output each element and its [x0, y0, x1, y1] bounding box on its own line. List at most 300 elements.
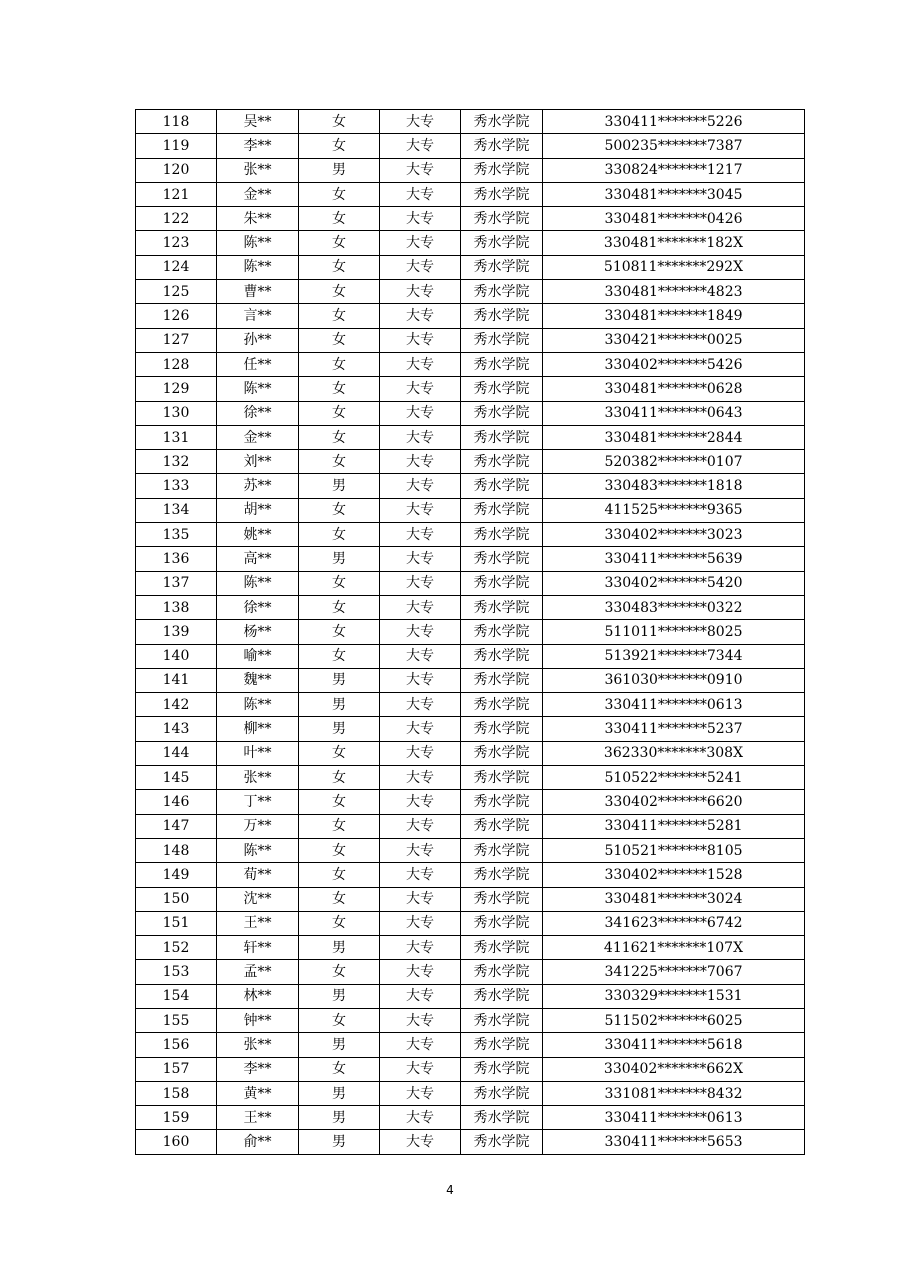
gender-cell: 女	[299, 280, 380, 304]
gender-cell: 女	[299, 450, 380, 474]
education-cell: 大专	[380, 182, 461, 206]
table-row	[136, 1057, 805, 1081]
id-number-cell: 330329*******1531	[543, 984, 805, 1008]
school-cell: 秀水学院	[461, 1033, 543, 1057]
school-cell: 秀水学院	[461, 1130, 543, 1154]
education-cell: 大专	[380, 231, 461, 255]
school-cell: 秀水学院	[461, 547, 543, 571]
id-number-cell: 510811*******292X	[543, 255, 805, 279]
gender-cell: 女	[299, 377, 380, 401]
education-cell: 大专	[380, 644, 461, 668]
education-cell: 大专	[380, 1008, 461, 1032]
gender-cell: 女	[299, 644, 380, 668]
school-cell: 秀水学院	[461, 304, 543, 328]
gender-cell: 女	[299, 1057, 380, 1081]
gender-cell: 女	[299, 401, 380, 425]
name-cell: 陈**	[217, 377, 299, 401]
school-cell: 秀水学院	[461, 231, 543, 255]
serial-number-cell: 140	[136, 644, 217, 668]
serial-number-cell: 149	[136, 863, 217, 887]
education-cell: 大专	[380, 1057, 461, 1081]
name-cell: 言**	[217, 304, 299, 328]
gender-cell: 女	[299, 255, 380, 279]
table-row	[136, 960, 805, 984]
education-cell: 大专	[380, 887, 461, 911]
table-row	[136, 280, 805, 304]
school-cell: 秀水学院	[461, 571, 543, 595]
school-cell: 秀水学院	[461, 984, 543, 1008]
table-row	[136, 838, 805, 862]
id-number-cell: 330402*******3023	[543, 523, 805, 547]
gender-cell: 女	[299, 523, 380, 547]
name-cell: 王**	[217, 911, 299, 935]
table-row	[136, 231, 805, 255]
id-number-cell: 330481*******0628	[543, 377, 805, 401]
school-cell: 秀水学院	[461, 110, 543, 134]
table-row	[136, 352, 805, 376]
gender-cell: 女	[299, 571, 380, 595]
school-cell: 秀水学院	[461, 741, 543, 765]
id-number-cell: 361030*******0910	[543, 668, 805, 692]
school-cell: 秀水学院	[461, 766, 543, 790]
education-cell: 大专	[380, 693, 461, 717]
table-row	[136, 328, 805, 352]
table-row	[136, 644, 805, 668]
education-cell: 大专	[380, 207, 461, 231]
education-cell: 大专	[380, 328, 461, 352]
id-number-cell: 500235*******7387	[543, 134, 805, 158]
name-cell: 黄**	[217, 1081, 299, 1105]
serial-number-cell: 123	[136, 231, 217, 255]
school-cell: 秀水学院	[461, 960, 543, 984]
gender-cell: 女	[299, 207, 380, 231]
name-cell: 陈**	[217, 571, 299, 595]
education-cell: 大专	[380, 814, 461, 838]
id-number-cell: 330481*******3045	[543, 182, 805, 206]
school-cell: 秀水学院	[461, 790, 543, 814]
id-number-cell: 330402*******6620	[543, 790, 805, 814]
gender-cell: 男	[299, 1081, 380, 1105]
school-cell: 秀水学院	[461, 425, 543, 449]
name-cell: 任**	[217, 352, 299, 376]
gender-cell: 女	[299, 741, 380, 765]
name-cell: 张**	[217, 1033, 299, 1057]
id-number-cell: 341225*******7067	[543, 960, 805, 984]
name-cell: 胡**	[217, 498, 299, 522]
id-number-cell: 330481*******2844	[543, 425, 805, 449]
name-cell: 魏**	[217, 668, 299, 692]
name-cell: 李**	[217, 134, 299, 158]
serial-number-cell: 134	[136, 498, 217, 522]
serial-number-cell: 124	[136, 255, 217, 279]
education-cell: 大专	[380, 984, 461, 1008]
name-cell: 叶**	[217, 741, 299, 765]
id-number-cell: 510521*******8105	[543, 838, 805, 862]
id-number-cell: 411621*******107X	[543, 936, 805, 960]
gender-cell: 男	[299, 547, 380, 571]
school-cell: 秀水学院	[461, 134, 543, 158]
gender-cell: 女	[299, 231, 380, 255]
school-cell: 秀水学院	[461, 717, 543, 741]
gender-cell: 女	[299, 134, 380, 158]
education-cell: 大专	[380, 766, 461, 790]
name-cell: 朱**	[217, 207, 299, 231]
id-number-cell: 330481*******1849	[543, 304, 805, 328]
school-cell: 秀水学院	[461, 450, 543, 474]
table-row	[136, 1008, 805, 1032]
serial-number-cell: 160	[136, 1130, 217, 1154]
education-cell: 大专	[380, 134, 461, 158]
education-cell: 大专	[380, 547, 461, 571]
table-row	[136, 207, 805, 231]
serial-number-cell: 136	[136, 547, 217, 571]
education-cell: 大专	[380, 352, 461, 376]
serial-number-cell: 151	[136, 911, 217, 935]
name-cell: 李**	[217, 1057, 299, 1081]
id-number-cell: 341623*******6742	[543, 911, 805, 935]
name-cell: 张**	[217, 158, 299, 182]
id-number-cell: 330824*******1217	[543, 158, 805, 182]
name-cell: 徐**	[217, 595, 299, 619]
serial-number-cell: 130	[136, 401, 217, 425]
id-number-cell: 362330*******308X	[543, 741, 805, 765]
serial-number-cell: 156	[136, 1033, 217, 1057]
education-cell: 大专	[380, 960, 461, 984]
gender-cell: 女	[299, 1008, 380, 1032]
school-cell: 秀水学院	[461, 498, 543, 522]
school-cell: 秀水学院	[461, 693, 543, 717]
name-cell: 金**	[217, 182, 299, 206]
table-row	[136, 911, 805, 935]
serial-number-cell: 155	[136, 1008, 217, 1032]
gender-cell: 女	[299, 304, 380, 328]
education-cell: 大专	[380, 863, 461, 887]
name-cell: 万**	[217, 814, 299, 838]
school-cell: 秀水学院	[461, 887, 543, 911]
education-cell: 大专	[380, 401, 461, 425]
name-cell: 金**	[217, 425, 299, 449]
serial-number-cell: 141	[136, 668, 217, 692]
name-cell: 苏**	[217, 474, 299, 498]
serial-number-cell: 150	[136, 887, 217, 911]
table-row	[136, 984, 805, 1008]
serial-number-cell: 144	[136, 741, 217, 765]
table-row	[136, 717, 805, 741]
table-row	[136, 668, 805, 692]
table-row	[136, 110, 805, 134]
serial-number-cell: 157	[136, 1057, 217, 1081]
education-cell: 大专	[380, 255, 461, 279]
name-cell: 柳**	[217, 717, 299, 741]
table-row	[136, 401, 805, 425]
serial-number-cell: 152	[136, 936, 217, 960]
serial-number-cell: 132	[136, 450, 217, 474]
gender-cell: 女	[299, 887, 380, 911]
name-cell: 高**	[217, 547, 299, 571]
table-row	[136, 523, 805, 547]
roster-table-body	[136, 110, 805, 1155]
id-number-cell: 330411*******5618	[543, 1033, 805, 1057]
school-cell: 秀水学院	[461, 620, 543, 644]
id-number-cell: 330402*******5426	[543, 352, 805, 376]
serial-number-cell: 158	[136, 1081, 217, 1105]
education-cell: 大专	[380, 595, 461, 619]
school-cell: 秀水学院	[461, 328, 543, 352]
serial-number-cell: 143	[136, 717, 217, 741]
education-cell: 大专	[380, 911, 461, 935]
education-cell: 大专	[380, 1081, 461, 1105]
school-cell: 秀水学院	[461, 280, 543, 304]
table-row	[136, 571, 805, 595]
gender-cell: 女	[299, 620, 380, 644]
name-cell: 孟**	[217, 960, 299, 984]
education-cell: 大专	[380, 1106, 461, 1130]
school-cell: 秀水学院	[461, 352, 543, 376]
table-row	[136, 595, 805, 619]
name-cell: 陈**	[217, 838, 299, 862]
id-number-cell: 330481*******0426	[543, 207, 805, 231]
education-cell: 大专	[380, 377, 461, 401]
name-cell: 姚**	[217, 523, 299, 547]
table-row	[136, 766, 805, 790]
school-cell: 秀水学院	[461, 377, 543, 401]
id-number-cell: 330481*******3024	[543, 887, 805, 911]
school-cell: 秀水学院	[461, 474, 543, 498]
id-number-cell: 330411*******5281	[543, 814, 805, 838]
school-cell: 秀水学院	[461, 158, 543, 182]
gender-cell: 女	[299, 790, 380, 814]
school-cell: 秀水学院	[461, 863, 543, 887]
education-cell: 大专	[380, 620, 461, 644]
education-cell: 大专	[380, 1130, 461, 1154]
name-cell: 曹**	[217, 280, 299, 304]
education-cell: 大专	[380, 474, 461, 498]
gender-cell: 女	[299, 814, 380, 838]
school-cell: 秀水学院	[461, 595, 543, 619]
serial-number-cell: 138	[136, 595, 217, 619]
name-cell: 陈**	[217, 231, 299, 255]
roster-table	[135, 109, 805, 1155]
serial-number-cell: 153	[136, 960, 217, 984]
id-number-cell: 330483*******1818	[543, 474, 805, 498]
table-row	[136, 182, 805, 206]
table-row	[136, 450, 805, 474]
id-number-cell: 330411*******0613	[543, 1106, 805, 1130]
education-cell: 大专	[380, 158, 461, 182]
gender-cell: 女	[299, 110, 380, 134]
serial-number-cell: 121	[136, 182, 217, 206]
table-row	[136, 814, 805, 838]
gender-cell: 男	[299, 668, 380, 692]
gender-cell: 女	[299, 766, 380, 790]
gender-cell: 女	[299, 182, 380, 206]
table-row	[136, 425, 805, 449]
serial-number-cell: 133	[136, 474, 217, 498]
education-cell: 大专	[380, 425, 461, 449]
serial-number-cell: 118	[136, 110, 217, 134]
gender-cell: 女	[299, 352, 380, 376]
education-cell: 大专	[380, 741, 461, 765]
education-cell: 大专	[380, 1033, 461, 1057]
serial-number-cell: 135	[136, 523, 217, 547]
school-cell: 秀水学院	[461, 668, 543, 692]
serial-number-cell: 142	[136, 693, 217, 717]
serial-number-cell: 147	[136, 814, 217, 838]
name-cell: 张**	[217, 766, 299, 790]
id-number-cell: 330411*******0643	[543, 401, 805, 425]
serial-number-cell: 126	[136, 304, 217, 328]
table-row	[136, 134, 805, 158]
table-row	[136, 547, 805, 571]
table-row	[136, 1130, 805, 1154]
gender-cell: 男	[299, 693, 380, 717]
school-cell: 秀水学院	[461, 911, 543, 935]
id-number-cell: 510522*******5241	[543, 766, 805, 790]
serial-number-cell: 129	[136, 377, 217, 401]
table-row	[136, 936, 805, 960]
education-cell: 大专	[380, 304, 461, 328]
education-cell: 大专	[380, 668, 461, 692]
education-cell: 大专	[380, 717, 461, 741]
serial-number-cell: 145	[136, 766, 217, 790]
id-number-cell: 330402*******662X	[543, 1057, 805, 1081]
education-cell: 大专	[380, 838, 461, 862]
school-cell: 秀水学院	[461, 1106, 543, 1130]
school-cell: 秀水学院	[461, 207, 543, 231]
gender-cell: 男	[299, 1106, 380, 1130]
serial-number-cell: 122	[136, 207, 217, 231]
gender-cell: 男	[299, 474, 380, 498]
id-number-cell: 330411*******5237	[543, 717, 805, 741]
id-number-cell: 330402*******1528	[543, 863, 805, 887]
education-cell: 大专	[380, 450, 461, 474]
name-cell: 喻**	[217, 644, 299, 668]
serial-number-cell: 119	[136, 134, 217, 158]
education-cell: 大专	[380, 523, 461, 547]
school-cell: 秀水学院	[461, 838, 543, 862]
serial-number-cell: 154	[136, 984, 217, 1008]
table-row	[136, 693, 805, 717]
gender-cell: 男	[299, 984, 380, 1008]
id-number-cell: 330481*******182X	[543, 231, 805, 255]
serial-number-cell: 139	[136, 620, 217, 644]
education-cell: 大专	[380, 571, 461, 595]
school-cell: 秀水学院	[461, 401, 543, 425]
name-cell: 丁**	[217, 790, 299, 814]
table-row	[136, 255, 805, 279]
education-cell: 大专	[380, 790, 461, 814]
school-cell: 秀水学院	[461, 523, 543, 547]
table-row	[136, 1033, 805, 1057]
education-cell: 大专	[380, 110, 461, 134]
gender-cell: 女	[299, 960, 380, 984]
name-cell: 钟**	[217, 1008, 299, 1032]
serial-number-cell: 148	[136, 838, 217, 862]
school-cell: 秀水学院	[461, 182, 543, 206]
id-number-cell: 513921*******7344	[543, 644, 805, 668]
gender-cell: 男	[299, 1130, 380, 1154]
gender-cell: 女	[299, 863, 380, 887]
gender-cell: 女	[299, 328, 380, 352]
serial-number-cell: 125	[136, 280, 217, 304]
table-row	[136, 304, 805, 328]
id-number-cell: 520382*******0107	[543, 450, 805, 474]
school-cell: 秀水学院	[461, 644, 543, 668]
school-cell: 秀水学院	[461, 255, 543, 279]
id-number-cell: 330411*******5639	[543, 547, 805, 571]
table-row	[136, 377, 805, 401]
table-row	[136, 1081, 805, 1105]
name-cell: 荀**	[217, 863, 299, 887]
id-number-cell: 330483*******0322	[543, 595, 805, 619]
serial-number-cell: 137	[136, 571, 217, 595]
id-number-cell: 330411*******5653	[543, 1130, 805, 1154]
table-row	[136, 1106, 805, 1130]
education-cell: 大专	[380, 280, 461, 304]
id-number-cell: 330411*******0613	[543, 693, 805, 717]
gender-cell: 男	[299, 936, 380, 960]
name-cell: 轩**	[217, 936, 299, 960]
id-number-cell: 330481*******4823	[543, 280, 805, 304]
id-number-cell: 330411*******5226	[543, 110, 805, 134]
name-cell: 刘**	[217, 450, 299, 474]
id-number-cell: 330421*******0025	[543, 328, 805, 352]
name-cell: 徐**	[217, 401, 299, 425]
gender-cell: 男	[299, 158, 380, 182]
school-cell: 秀水学院	[461, 936, 543, 960]
school-cell: 秀水学院	[461, 814, 543, 838]
gender-cell: 女	[299, 425, 380, 449]
serial-number-cell: 146	[136, 790, 217, 814]
table-row	[136, 741, 805, 765]
serial-number-cell: 128	[136, 352, 217, 376]
gender-cell: 女	[299, 498, 380, 522]
table-row	[136, 790, 805, 814]
serial-number-cell: 159	[136, 1106, 217, 1130]
name-cell: 沈**	[217, 887, 299, 911]
name-cell: 孙**	[217, 328, 299, 352]
serial-number-cell: 127	[136, 328, 217, 352]
education-cell: 大专	[380, 936, 461, 960]
serial-number-cell: 131	[136, 425, 217, 449]
gender-cell: 男	[299, 1033, 380, 1057]
name-cell: 吴**	[217, 110, 299, 134]
table-row	[136, 863, 805, 887]
school-cell: 秀水学院	[461, 1057, 543, 1081]
name-cell: 杨**	[217, 620, 299, 644]
name-cell: 林**	[217, 984, 299, 1008]
gender-cell: 女	[299, 595, 380, 619]
school-cell: 秀水学院	[461, 1081, 543, 1105]
name-cell: 王**	[217, 1106, 299, 1130]
id-number-cell: 330402*******5420	[543, 571, 805, 595]
education-cell: 大专	[380, 498, 461, 522]
id-number-cell: 511502*******6025	[543, 1008, 805, 1032]
school-cell: 秀水学院	[461, 1008, 543, 1032]
id-number-cell: 331081*******8432	[543, 1081, 805, 1105]
table-row	[136, 887, 805, 911]
id-number-cell: 411525*******9365	[543, 498, 805, 522]
table-row	[136, 474, 805, 498]
table-row	[136, 158, 805, 182]
gender-cell: 女	[299, 838, 380, 862]
name-cell: 陈**	[217, 255, 299, 279]
name-cell: 陈**	[217, 693, 299, 717]
serial-number-cell: 120	[136, 158, 217, 182]
table-row	[136, 620, 805, 644]
id-number-cell: 511011*******8025	[543, 620, 805, 644]
gender-cell: 男	[299, 717, 380, 741]
